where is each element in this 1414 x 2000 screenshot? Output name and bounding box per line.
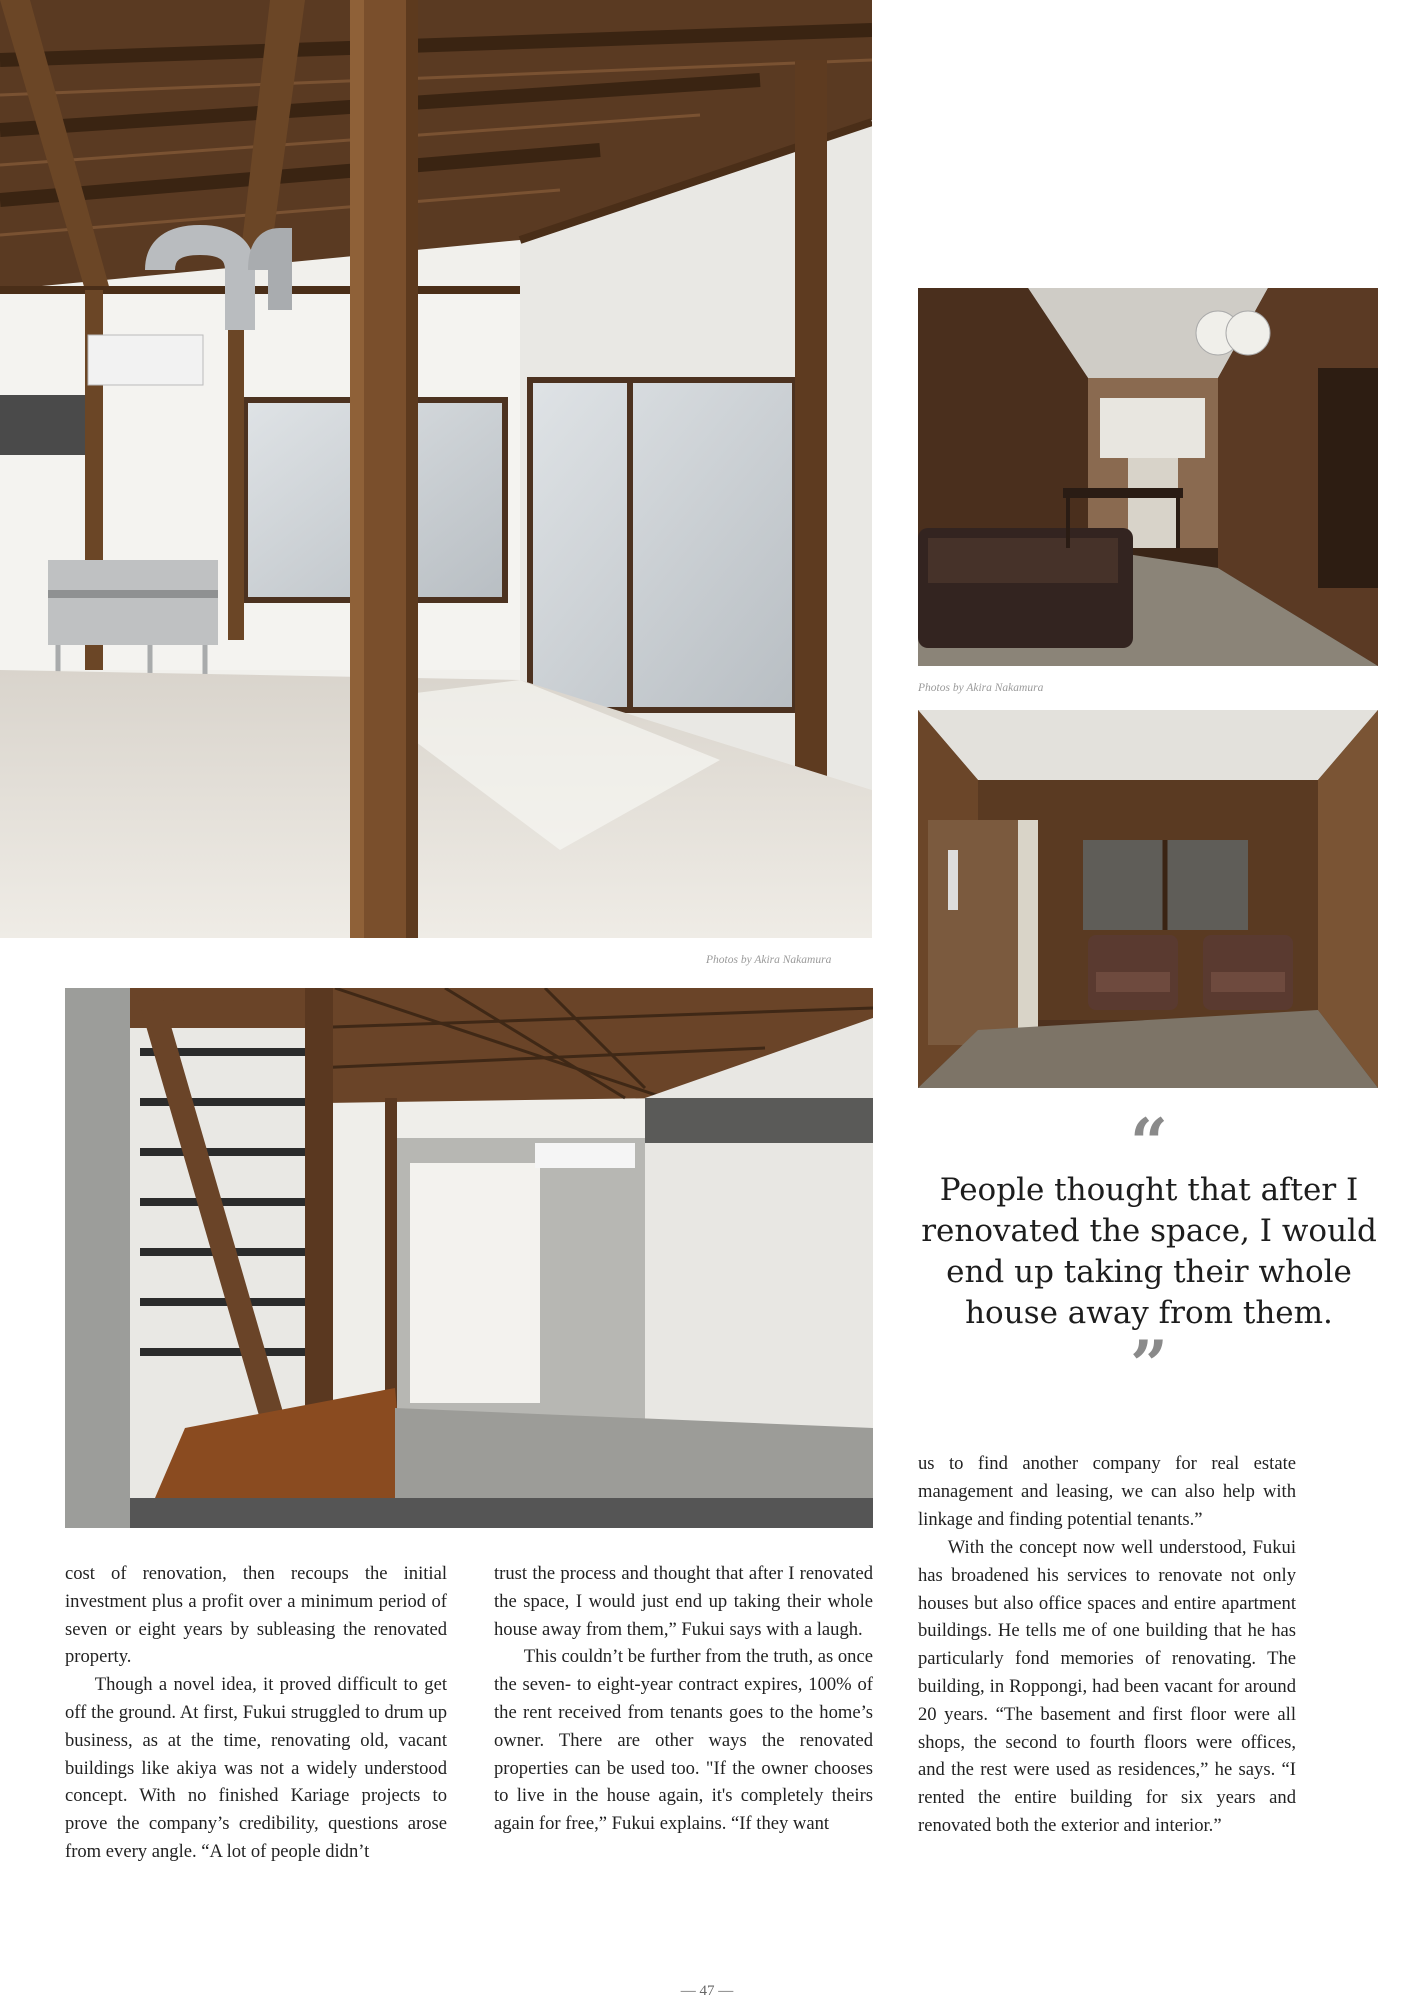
text-column-middle xyxy=(494,1560,873,1838)
wood-paneled-lounge-photo xyxy=(918,288,1378,666)
paragraph: With the concept now well understood, Fukui has broadened his services to renovate not only houses but also office spaces and entire apartment buildings. He tells me of one building that he has particularly fond memories of renovating. The building, in Roppongi, had been vacant for around 20 years. “The basement and first floor were all shops, the second to fourth floors were offices, and the rest were used as residences,” he says. “I rented the entire building for six years and renovated both the exterior and interior.” xyxy=(918,1537,1296,1836)
text-column-right-bottom xyxy=(918,1534,1296,1840)
paragraph: cost of renovation, then recoups the initial investment plus a profit over a minimum period of seven or eight years by subleasing the renovated property. xyxy=(65,1563,447,1668)
photo-credit: Photos by Akira Nakamura xyxy=(918,682,1044,694)
paragraph: us to find another company for real estate management and leasing, we can also help with linkage and finding potential tenants.” xyxy=(918,1453,1296,1530)
paragraph: Though a novel idea, it proved difficult to get off the ground. At first, Fukui struggled to drum up business, as at the time, renovating old, vacant buildings like akiya was not a widely understood concept. With no finished Kariage projects to prove the company’s credibility, questions arose from every angle. “A lot of people didn’t xyxy=(65,1674,447,1862)
close-quote-mark: ” xyxy=(1130,1326,1168,1404)
text-column-left xyxy=(65,1560,447,1866)
open-quote-mark: “ xyxy=(1130,1104,1168,1182)
pull-quote xyxy=(918,1104,1380,1404)
pull-quote-text: People thought that after I renovated the space, I would end up taking their whole house away from them. xyxy=(921,1172,1377,1331)
paragraph: This couldn’t be further from the truth, as once the seven- to eight-year contract expires, 100% of the rent received from tenants goes to the home’s owner. There are other ways the renovated properties can be used too. "If the owner chooses to live in the house again, it's completely theirs again for free,” Fukui explains. “If they want xyxy=(494,1646,873,1835)
page-number: — 47 — xyxy=(680,1983,734,1999)
staircase-room-photo xyxy=(65,988,873,1528)
photo-credit: Photos by Akira Nakamura xyxy=(706,954,832,966)
renovated-kitchen-room-photo xyxy=(0,0,872,938)
paragraph: trust the process and thought that after I renovated the space, I would just end up taking their whole house away from them,” Fukui says with a laugh. xyxy=(494,1563,873,1640)
text-column-right-top xyxy=(918,1450,1296,1533)
armchair-room-photo xyxy=(918,710,1378,1088)
